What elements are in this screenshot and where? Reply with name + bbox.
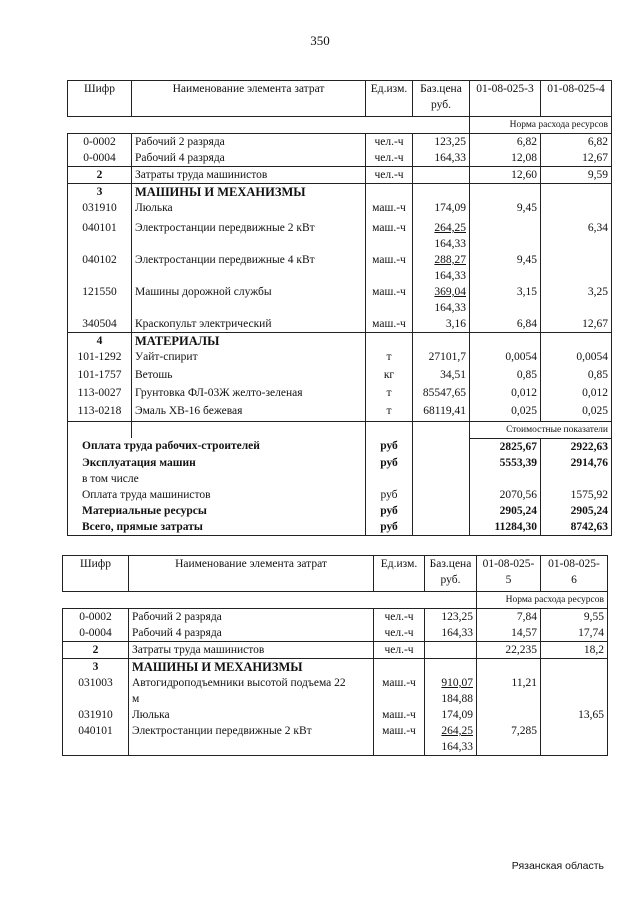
row-value-a: 11,21 — [477, 675, 541, 707]
norm-label-row — [63, 592, 608, 609]
row-price: 164,33 — [413, 150, 470, 167]
row-value-b: 0,0054 — [541, 349, 612, 367]
norm-label: Норма расхода ресурсов — [477, 592, 608, 609]
summary-unit: руб — [366, 487, 413, 503]
row-unit: маш.-ч — [374, 707, 425, 723]
table-row — [63, 707, 608, 723]
row-value-b: 12,67 — [541, 316, 612, 333]
row-unit: маш.-ч — [366, 284, 413, 316]
row-value-b: 12,67 — [541, 150, 612, 167]
row-name: Ветошь — [132, 367, 366, 385]
row-value-b: 0,85 — [541, 367, 612, 385]
summary-name: Эксплуатация машин — [68, 455, 366, 471]
row-unit: чел.-ч — [366, 167, 413, 184]
table-row — [63, 675, 608, 707]
section-row — [68, 184, 612, 201]
row-unit: чел.-ч — [366, 150, 413, 167]
row-code: 113-0218 — [68, 403, 132, 421]
row-value-b: 18,2 — [541, 642, 608, 659]
row-unit: кг — [366, 367, 413, 385]
row-value-b: 9,55 — [541, 609, 608, 626]
table-row — [68, 403, 612, 421]
row-value-b: 17,74 — [541, 625, 608, 642]
section-title: МАТЕРИАЛЫ — [132, 333, 366, 350]
row-code: 2 — [68, 167, 132, 184]
header-col-a: 01-08-025- 5 — [477, 556, 541, 592]
summary-value-b: 2914,76 — [541, 455, 612, 471]
row-unit: чел.-ч — [374, 609, 425, 626]
page-number: 350 — [310, 33, 330, 48]
summary-value-a: 11284,30 — [470, 519, 541, 536]
summary-row — [68, 455, 612, 471]
row-code: 101-1757 — [68, 367, 132, 385]
header-name: Наименование элемента затрат — [129, 556, 374, 592]
header-name: Наименование элемента затрат — [132, 81, 366, 117]
row-price — [413, 167, 470, 184]
row-code: 101-1292 — [68, 349, 132, 367]
section-code: 3 — [63, 659, 129, 676]
row-price: 123,25 — [425, 609, 477, 626]
summary-value-b: 8742,63 — [541, 519, 612, 536]
row-value-b: 9,59 — [541, 167, 612, 184]
summary-unit: руб — [366, 455, 413, 471]
table-row — [68, 349, 612, 367]
row-value-a — [477, 707, 541, 723]
section-row — [63, 659, 608, 676]
header-code: Шифр — [68, 81, 132, 117]
row-unit: маш.-ч — [366, 200, 413, 220]
row-code: 040101 — [68, 220, 132, 252]
row-name: Машины дорожной службы — [132, 284, 366, 316]
table-row — [68, 316, 612, 333]
row-name: Краскопульт электрический — [132, 316, 366, 333]
row-price: 369,04 164,33 — [413, 284, 470, 316]
row-value-a: 0,0054 — [470, 349, 541, 367]
cost-label: Стоимостные показатели — [470, 421, 612, 438]
header-price: Баз.цена руб. — [413, 81, 470, 117]
row-code: 0-0004 — [63, 625, 129, 642]
header-unit: Ед.изм. — [374, 556, 425, 592]
summary-unit: руб — [366, 438, 413, 455]
row-value-b: 6,34 — [541, 220, 612, 252]
row-price — [425, 642, 477, 659]
row-unit: маш.-ч — [374, 723, 425, 756]
row-code: 031003 — [63, 675, 129, 707]
row-price: 174,09 — [413, 200, 470, 220]
summary-value-a: 5553,39 — [470, 455, 541, 471]
row-price: 164,33 — [425, 625, 477, 642]
section-code: 3 — [68, 184, 132, 201]
row-name: Грунтовка ФЛ-03Ж желто-зеленая — [132, 385, 366, 403]
summary-row — [68, 487, 612, 503]
row-unit: маш.-ч — [374, 675, 425, 707]
row-value-a: 7,285 — [477, 723, 541, 756]
section-row — [68, 333, 612, 350]
header-price: Баз.цена руб. — [425, 556, 477, 592]
row-code: 031910 — [63, 707, 129, 723]
summary-value-a: 2825,67 — [470, 438, 541, 455]
row-price: 123,25 — [413, 134, 470, 151]
row-price: 3,16 — [413, 316, 470, 333]
table-row — [63, 625, 608, 642]
section-code: 4 — [68, 333, 132, 350]
summary-value-a: 2905,24 — [470, 503, 541, 519]
summary-row — [68, 438, 612, 455]
row-name: Уайт-спирит — [132, 349, 366, 367]
resource-table-2 — [62, 555, 608, 756]
header-col-b: 01-08-025-4 — [541, 81, 612, 117]
summary-value-b: 2922,63 — [541, 438, 612, 455]
row-value-a: 6,84 — [470, 316, 541, 333]
row-name: Автогидроподъемники высотой подъема 22 м — [129, 675, 374, 707]
row-value-b — [541, 723, 608, 756]
row-price: 34,51 — [413, 367, 470, 385]
summary-name: Всего, прямые затраты — [68, 519, 366, 536]
section-title: МАШИНЫ И МЕХАНИЗМЫ — [129, 659, 374, 676]
row-unit: чел.-ч — [374, 625, 425, 642]
row-price: 288,27 164,33 — [413, 252, 470, 284]
summary-name: Оплата труда машинистов — [68, 487, 366, 503]
table-row — [68, 200, 612, 220]
row-value-b: 13,65 — [541, 707, 608, 723]
table-row — [63, 642, 608, 659]
summary-value-a: 2070,56 — [470, 487, 541, 503]
row-unit: маш.-ч — [366, 252, 413, 284]
table-row — [68, 252, 612, 284]
table-row — [68, 220, 612, 252]
summary-value-b: 2905,24 — [541, 503, 612, 519]
row-code: 113-0027 — [68, 385, 132, 403]
row-value-b: 3,25 — [541, 284, 612, 316]
row-unit: т — [366, 385, 413, 403]
norm-label-row — [68, 117, 612, 134]
row-value-a: 9,45 — [470, 200, 541, 220]
row-code: 040101 — [63, 723, 129, 756]
row-value-b — [541, 200, 612, 220]
header-code: Шифр — [63, 556, 129, 592]
row-price: 174,09 — [425, 707, 477, 723]
row-unit: т — [366, 349, 413, 367]
row-unit: т — [366, 403, 413, 421]
row-name: Люлька — [129, 707, 374, 723]
row-name: Рабочий 2 разряда — [132, 134, 366, 151]
row-value-b — [541, 675, 608, 707]
row-price: 264,25 164,33 — [413, 220, 470, 252]
row-value-b: 6,82 — [541, 134, 612, 151]
row-value-a: 14,57 — [477, 625, 541, 642]
row-price: 85547,65 — [413, 385, 470, 403]
row-value-a: 0,012 — [470, 385, 541, 403]
row-code: 040102 — [68, 252, 132, 284]
table-row — [68, 167, 612, 184]
summary-unit: руб — [366, 519, 413, 536]
summary-value-b: 1575,92 — [541, 487, 612, 503]
row-value-a: 0,85 — [470, 367, 541, 385]
row-unit: маш.-ч — [366, 316, 413, 333]
header-col-b: 01-08-025- 6 — [541, 556, 608, 592]
cost-label-row — [68, 421, 612, 438]
table-header-row — [68, 81, 612, 117]
table-row — [68, 284, 612, 316]
row-value-a: 22,235 — [477, 642, 541, 659]
summary-row — [68, 519, 612, 536]
row-name: Эмаль ХВ-16 бежевая — [132, 403, 366, 421]
row-code: 031910 — [68, 200, 132, 220]
row-name: Люлька — [132, 200, 366, 220]
summary-name: Материальные ресурсы — [68, 503, 366, 519]
row-name: Рабочий 2 разряда — [129, 609, 374, 626]
row-name: Рабочий 4 разряда — [132, 150, 366, 167]
row-value-a: 3,15 — [470, 284, 541, 316]
table-row — [68, 150, 612, 167]
row-name: Рабочий 4 разряда — [129, 625, 374, 642]
row-unit: чел.-ч — [374, 642, 425, 659]
row-code: 121550 — [68, 284, 132, 316]
summary-name: в том числе — [68, 471, 366, 487]
header-unit: Ед.изм. — [366, 81, 413, 117]
row-price: 264,25 164,33 — [425, 723, 477, 756]
summary-row — [68, 503, 612, 519]
row-price: 910,07 184,88 — [425, 675, 477, 707]
row-value-a: 6,82 — [470, 134, 541, 151]
table-row — [63, 609, 608, 626]
row-price: 27101,7 — [413, 349, 470, 367]
row-value-b: 0,012 — [541, 385, 612, 403]
footer-region: Рязанская область — [511, 860, 604, 872]
table-row — [68, 367, 612, 385]
row-code: 0-0002 — [63, 609, 129, 626]
resource-table-1 — [67, 80, 612, 536]
row-value-a: 0,025 — [470, 403, 541, 421]
row-name: Затраты труда машинистов — [132, 167, 366, 184]
row-unit: чел.-ч — [366, 134, 413, 151]
row-name: Электростанции передвижные 2 кВт — [129, 723, 374, 756]
row-value-a: 9,45 — [470, 252, 541, 284]
row-code: 0-0004 — [68, 150, 132, 167]
table-row — [68, 134, 612, 151]
row-value-a: 12,60 — [470, 167, 541, 184]
row-unit: маш.-ч — [366, 220, 413, 252]
row-value-b — [541, 252, 612, 284]
row-name: Затраты труда машинистов — [129, 642, 374, 659]
row-price: 68119,41 — [413, 403, 470, 421]
norm-label: Норма расхода ресурсов — [470, 117, 612, 134]
summary-unit: руб — [366, 503, 413, 519]
header-col-a: 01-08-025-3 — [470, 81, 541, 117]
row-code: 0-0002 — [68, 134, 132, 151]
row-value-b: 0,025 — [541, 403, 612, 421]
table-row — [68, 385, 612, 403]
row-code: 2 — [63, 642, 129, 659]
row-name: Электростанции передвижные 2 кВт — [132, 220, 366, 252]
section-title: МАШИНЫ И МЕХАНИЗМЫ — [132, 184, 366, 201]
summary-row — [68, 471, 612, 487]
row-value-a — [470, 220, 541, 252]
table-header-row — [63, 556, 608, 592]
row-value-a: 7,84 — [477, 609, 541, 626]
table-row — [63, 723, 608, 756]
row-code: 340504 — [68, 316, 132, 333]
row-value-a: 12,08 — [470, 150, 541, 167]
summary-name: Оплата труда рабочих-строителей — [68, 438, 366, 455]
row-name: Электростанции передвижные 4 кВт — [132, 252, 366, 284]
